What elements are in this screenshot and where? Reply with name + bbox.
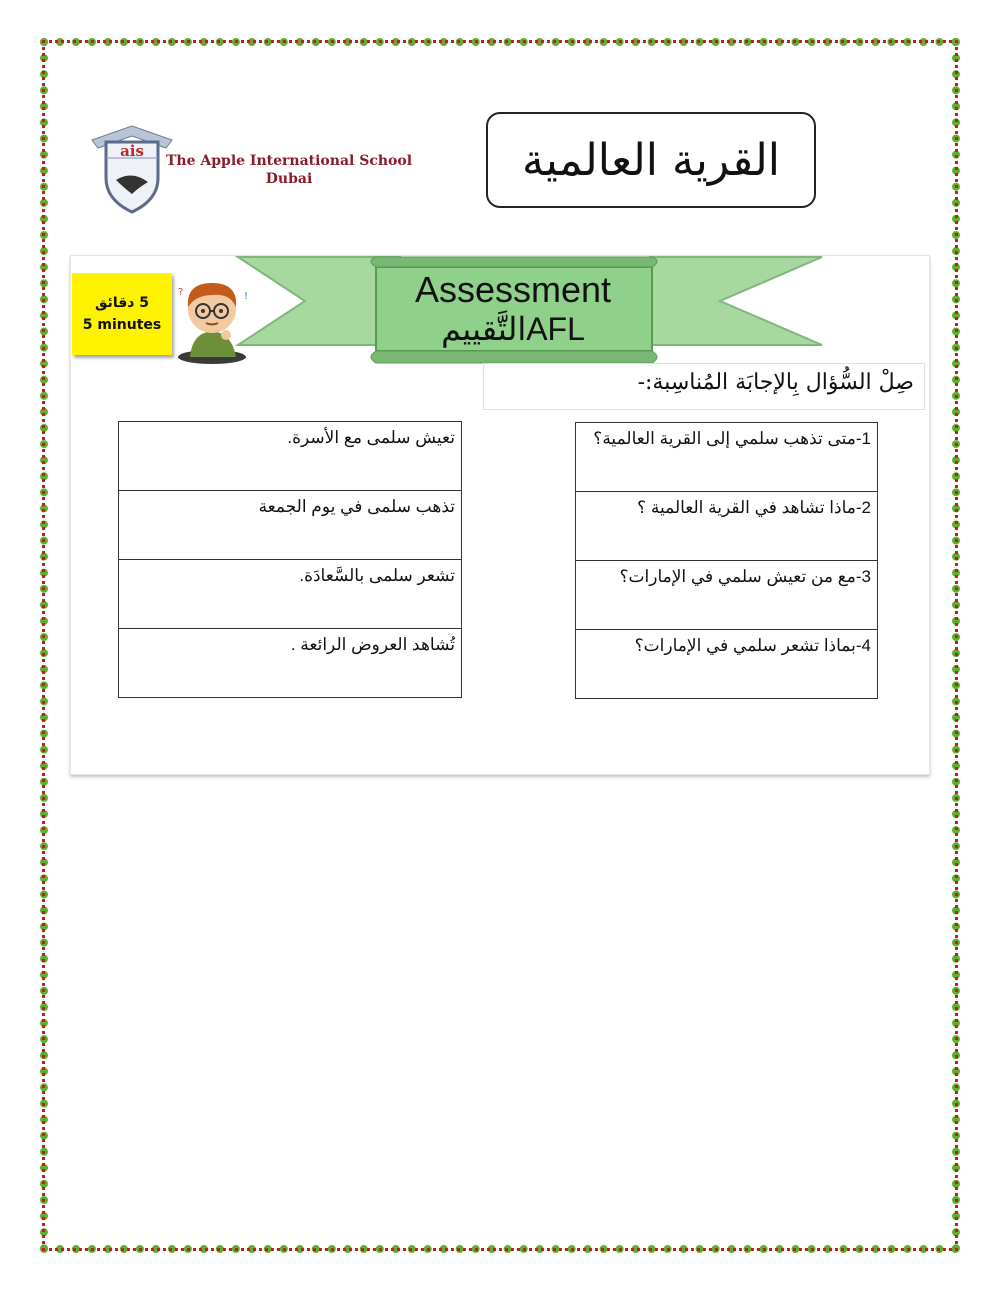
thinking-boy-illustration [172, 273, 254, 365]
question-cell: 3-مع من تعيش سلمي في الإمارات؟ [576, 561, 878, 630]
banner-line2: التَّقييمAFL [441, 311, 585, 347]
answers-table [118, 421, 462, 698]
assessment-banner-title [378, 268, 648, 346]
question-cell: 4-بماذا تشعر سلمي في الإمارات؟ [576, 630, 878, 699]
svg-text:!: ! [244, 291, 249, 302]
timer-english: 5 minutes [82, 317, 162, 333]
answer-cell[interactable]: تعيش سلمى مع الأسرة. [119, 422, 462, 491]
page-title: القرية العالمية [486, 112, 816, 208]
timer-arabic: 5 دقائق [94, 295, 150, 311]
banner-line1: Assessment [414, 269, 612, 310]
question-cell: 1-متى تذهب سلمي إلى القرية العالمية؟ [576, 423, 878, 492]
answer-cell[interactable]: تشعر سلمى بالسَّعادَة. [119, 560, 462, 629]
school-name-line2: Dubai [265, 171, 313, 187]
school-name-line1: The Apple International School [166, 153, 413, 169]
logo-monogram: ais [120, 142, 144, 160]
answer-cell[interactable]: تُشاهد العروض الرائعة . [119, 629, 462, 698]
answer-cell[interactable]: تذهب سلمى في يوم الجمعة [119, 491, 462, 560]
svg-text:?: ? [178, 287, 184, 298]
instruction-text: صِلْ السُّؤال بِالإجابَة المُناسِبة:- [483, 363, 925, 410]
school-name [166, 152, 412, 188]
questions-table [575, 422, 878, 699]
timer-note [72, 273, 172, 355]
question-cell: 2-ماذا تشاهد في القرية العالمية ؟ [576, 492, 878, 561]
